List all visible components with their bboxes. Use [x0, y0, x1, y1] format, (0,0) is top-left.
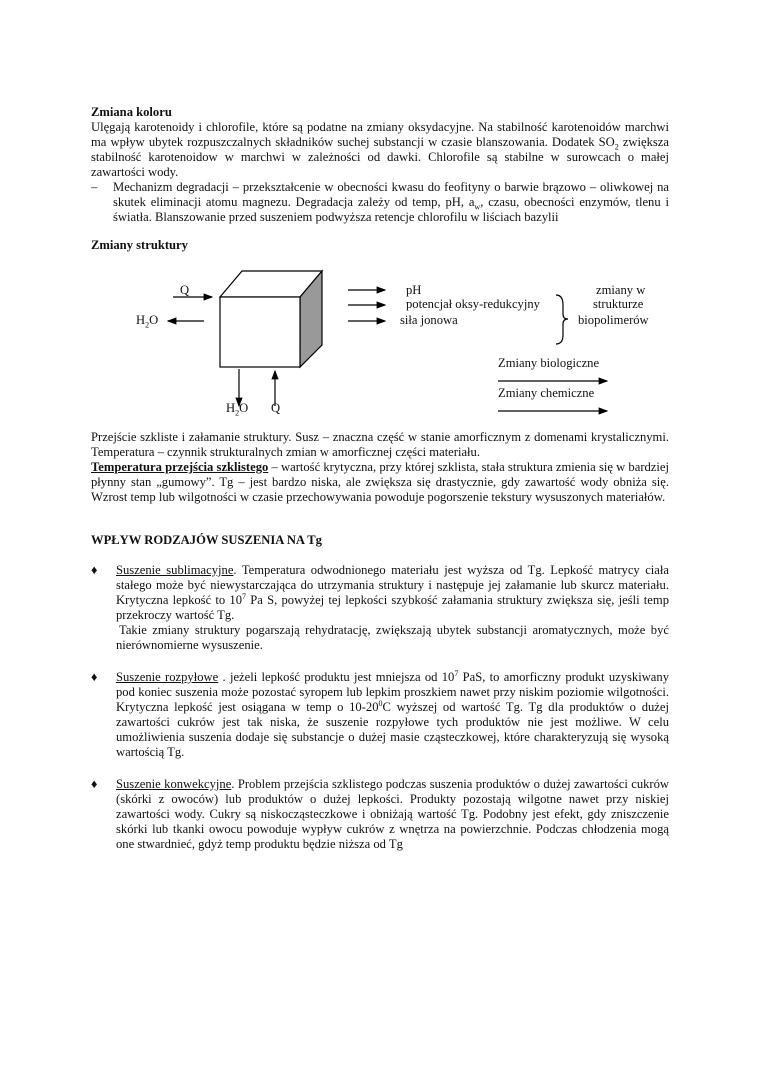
bullet-icon: ♦: [91, 563, 98, 577]
bullet-convective-drying: [91, 777, 669, 852]
label-bio: Zmiany biologiczne: [498, 356, 600, 370]
heading-color-change: Zmiana koloru: [91, 105, 172, 119]
text: , czasu, obecności enzymów, tlenu i światła. Blanszowanie przed suszeniem podwyższa retencje chlorofilu w liściach bazylii: [113, 195, 669, 224]
result-line1: zmiany w: [596, 283, 646, 297]
factor-ph: pH: [406, 283, 422, 297]
bullet-spray-drying: [91, 670, 669, 760]
dash-marker: –: [91, 180, 98, 194]
label-h2o-down: [226, 401, 248, 416]
term: Temperatura przejścia szklistego: [91, 460, 269, 474]
factor-redox: potencjał oksy-redukcyjny: [406, 297, 540, 311]
label-q-up: Q: [271, 401, 281, 415]
label-h2o-out: [136, 313, 158, 328]
text: Ulęgają karotenoidy i chlorofile, które są podatne na zmiany oksydacyjne. Na stabilność karotenoidów marchwi ma wpływ ubytek rozpuszczalnych składników suchej substancji w czasie blanszowania. Dodatek SO: [91, 120, 669, 149]
text: zwiększa stabilność karotenoidow w marchwi w zależności od dawki. Chlorofile są stabilne w surowcach o małej zawartości wody.: [91, 135, 669, 179]
text: O: [149, 313, 159, 327]
superscript: 7: [454, 668, 459, 678]
paragraph-glass-transition: [91, 430, 669, 505]
term: Suszenie konwekcyjne: [116, 777, 232, 791]
subscript: 2: [235, 408, 240, 418]
bullet-icon: ♦: [91, 670, 98, 684]
result-line2: strukturze: [593, 297, 644, 311]
subscript: w: [474, 202, 481, 212]
heading-structure-changes: Zmiany struktury: [91, 238, 188, 252]
superscript: 0: [378, 698, 383, 708]
text: Takie zmiany struktury pogarszają rehydratację, zwiększają ubytek substancji aromatycznych, może być nierównomierne wysuszenie.: [116, 623, 669, 652]
text: O: [239, 401, 249, 415]
text: – wartość krytyczna, przy której szklista, stała struktura zmienia się w bardziej płynny stan „gumowy”. Tg – jest bardzo niska, ale zwiększa się drastycznie, gdy zawartość wody obniża się. Wzrost temp lub wilgotności w czasie przechowywania powoduje pogorszenie tekstury wysuszonych materiałów.: [91, 460, 669, 504]
diagram-graphics: [0, 0, 760, 430]
text: C wyższej od wartość Tg. Tg dla produktów o dużej zawartości cukrów jest tak niska, że suszenie rozpyłowe tych produktów nie jest możliwe. W celu umożliwienia suszenia dodaje się substancje o dużej masie cząsteczkowej, które charakteryzują się wysoką wartością Tg.: [116, 700, 669, 759]
subscript: 2: [145, 320, 150, 330]
text: . Problem przejścia szklistego podczas suszenia produktów o dużej zawartości cukrów (skórki z owoców) lub produktów o dużej lepkości. Produkty pozostają wilgotne nawet przy niskiej zawartości wody. Cukry są niskocząsteczkowe i obniżają wartość Tg. Podobny jest efekt, gdy zniszczenie skórki lub tkanki owocu powoduje wypływ cukrów z wnętrza na powierzchnie. Podczas chłodzenia mogą one stwardnieć, gdyż temp produktu będzie niższa od Tg: [116, 777, 669, 851]
result-line3: biopolimerów: [578, 313, 649, 327]
label-q-in: Q: [180, 283, 190, 297]
text: Pa S, powyżej tej lepkości szybkość załamania struktury zwiększa się, jeśli temp przekroczy wartość Tg.: [116, 593, 669, 622]
text: . jeżeli lepkość produktu jest mniejsza od 10: [218, 670, 455, 684]
text: H: [226, 401, 236, 415]
text: Mechanizm degradacji – przekształcenie w obecności kwasu do feofityny o barwie brązowo – oliwkowej na skutek eliminacji atomu magnezu. Degradacja zależy od temp, pH, a: [113, 180, 669, 209]
term: Suszenie sublimacyjne: [116, 563, 234, 577]
text: H: [136, 313, 146, 327]
text: PaS, to amorficzny produkt uzyskiwany pod koniec suszenia może pozostać syropem lub lepkim proszkiem nawet przy niskim poziomie wilgotności. Krytyczna lepkość jest osiągana w temp o 10-20: [116, 670, 669, 714]
factor-ionic: siła jonowa: [400, 313, 458, 327]
cube-front: [220, 297, 300, 367]
bullet-freeze-drying: [91, 563, 669, 653]
bullet-text: [116, 670, 669, 760]
superscript: 7: [242, 591, 247, 601]
text: . Temperatura odwodnionego materiału jest wyższa od Tg. Lepkość matrycy ciała stałego może być niewystarczająca do utrzymania struktury i następuje jej załamanie lub skurcz materiału. Krytyczna lepkość to 10: [116, 563, 669, 607]
text: Przejście szkliste i załamanie struktury. Susz – znaczna część w stanie amorficznym z domenami krystalicznymi. Temperatura – czynnik strukturalnych zmian w amorficznej części materiału.: [91, 430, 669, 459]
term: Suszenie rozpyłowe: [116, 670, 219, 684]
bullet-text: [116, 563, 669, 623]
bullet-text: [116, 777, 669, 852]
heading-drying-types: WPŁYW RODZAJÓW SUSZENIA NA Tg: [91, 533, 322, 547]
subscript: 2: [614, 142, 619, 152]
label-chem: Zmiany chemiczne: [498, 386, 595, 400]
bullet-icon: ♦: [91, 777, 98, 791]
brace: [556, 295, 568, 344]
tg-definition: [91, 460, 669, 505]
